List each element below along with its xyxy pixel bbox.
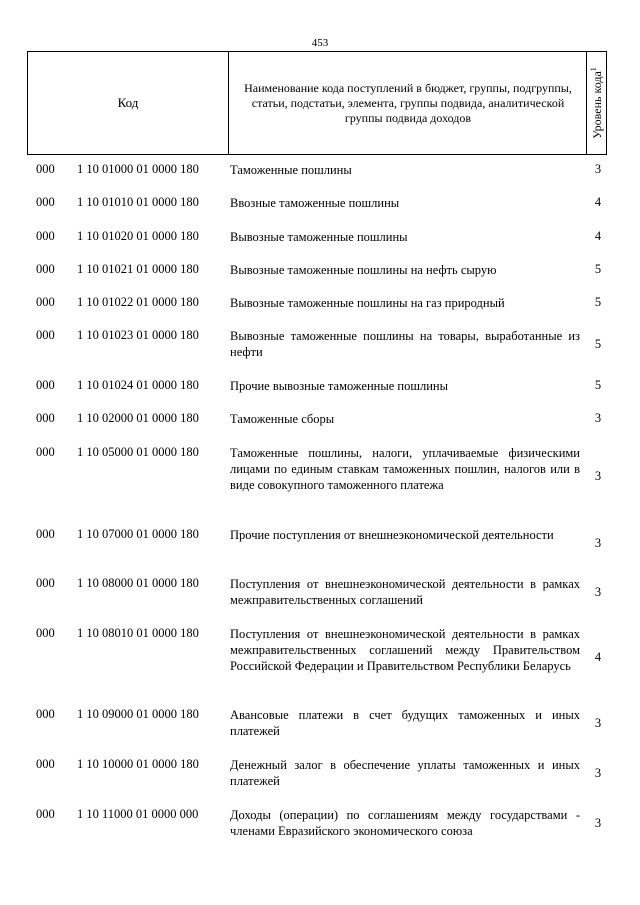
row-level: 5 <box>594 295 602 309</box>
row-level: 4 <box>594 650 602 664</box>
row-level: 3 <box>594 536 602 550</box>
row-level: 5 <box>594 337 602 351</box>
row-level: 5 <box>594 262 602 276</box>
row-prefix: 000 <box>36 162 55 176</box>
row-prefix: 000 <box>36 229 55 243</box>
row-name: Авансовые платежи в счет будущих таможенных и иных платежей <box>230 708 580 738</box>
row-prefix: 000 <box>36 807 55 821</box>
row-name: Таможенные сборы <box>230 412 335 426</box>
row-level: 3 <box>594 766 602 780</box>
row-name: Прочие вывозные таможенные пошлины <box>230 379 448 393</box>
row-prefix: 000 <box>36 328 55 342</box>
row-prefix: 000 <box>36 626 55 640</box>
row-name: Таможенные пошлины, налоги, уплачиваемые физическими лицами по единым ставкам таможенных пошлин, налогов или в виде совокупного таможенного платежа <box>230 446 580 492</box>
row-name: Вывозные таможенные пошлины на нефть сырую <box>230 263 497 277</box>
row-name: Таможенные пошлины <box>230 163 352 177</box>
header-level-footnote: 1 <box>589 67 598 72</box>
row-code: 1 10 08000 01 0000 180 <box>77 576 199 590</box>
row-code: 1 10 01000 01 0000 180 <box>77 162 199 176</box>
row-level: 3 <box>594 469 602 483</box>
row-prefix: 000 <box>36 411 55 425</box>
row-name: Вывозные таможенные пошлины на газ природный <box>230 296 505 310</box>
row-prefix: 000 <box>36 757 55 771</box>
row-name: Денежный залог в обеспечение уплаты таможенных и иных платежей <box>230 758 580 788</box>
table-header <box>27 51 607 155</box>
header-code: Код <box>28 52 229 154</box>
row-code: 1 10 10000 01 0000 180 <box>77 757 199 771</box>
row-name: Поступления от внешнеэкономической деятельности в рамках межправительственных соглашений между Правительством Российской Федерации и Правительством Республики Беларусь <box>230 627 580 673</box>
row-code: 1 10 01021 01 0000 180 <box>77 262 199 276</box>
header-name: Наименование кода поступлений в бюджет, группы, подгруппы, статьи, подстатьи, элемента, группы подвида, аналитической группы подвида доходов <box>244 80 572 125</box>
row-name: Доходы (операции) по соглашениям между государствами - членами Евразийского экономического союза <box>230 808 580 838</box>
row-code: 1 10 11000 01 0000 000 <box>77 807 199 821</box>
row-name: Прочие поступления от внешнеэкономической деятельности <box>230 528 554 542</box>
row-prefix: 000 <box>36 195 55 209</box>
row-level: 5 <box>594 378 602 392</box>
row-code: 1 10 05000 01 0000 180 <box>77 445 199 459</box>
page-number: 453 <box>311 37 329 49</box>
header-level-label: Уровень кода$^1$ <box>589 67 604 139</box>
row-level: 3 <box>594 162 602 176</box>
row-level: 4 <box>594 195 602 209</box>
header-level <box>586 52 607 154</box>
row-level: 3 <box>594 585 602 599</box>
row-code: 1 10 01020 01 0000 180 <box>77 229 199 243</box>
row-code: 1 10 07000 01 0000 180 <box>77 527 199 541</box>
row-prefix: 000 <box>36 527 55 541</box>
row-prefix: 000 <box>36 378 55 392</box>
row-prefix: 000 <box>36 576 55 590</box>
row-code: 1 10 01024 01 0000 180 <box>77 378 199 392</box>
row-code: 1 10 01022 01 0000 180 <box>77 295 199 309</box>
row-name: Вывозные таможенные пошлины <box>230 230 408 244</box>
row-code: 1 10 02000 01 0000 180 <box>77 411 199 425</box>
row-level: 3 <box>594 716 602 730</box>
row-prefix: 000 <box>36 262 55 276</box>
row-level: 4 <box>594 229 602 243</box>
row-level: 3 <box>594 816 602 830</box>
row-level: 3 <box>594 411 602 425</box>
row-code: 1 10 01010 01 0000 180 <box>77 195 199 209</box>
row-name: Вывозные таможенные пошлины на товары, выработанные из нефти <box>230 329 580 359</box>
row-prefix: 000 <box>36 445 55 459</box>
row-code: 1 10 08010 01 0000 180 <box>77 626 199 640</box>
row-code: 1 10 01023 01 0000 180 <box>77 328 199 342</box>
row-prefix: 000 <box>36 707 55 721</box>
row-name: Ввозные таможенные пошлины <box>230 196 400 210</box>
row-code: 1 10 09000 01 0000 180 <box>77 707 199 721</box>
row-prefix: 000 <box>36 295 55 309</box>
row-name: Поступления от внешнеэкономической деятельности в рамках межправительственных соглашений <box>230 577 580 607</box>
